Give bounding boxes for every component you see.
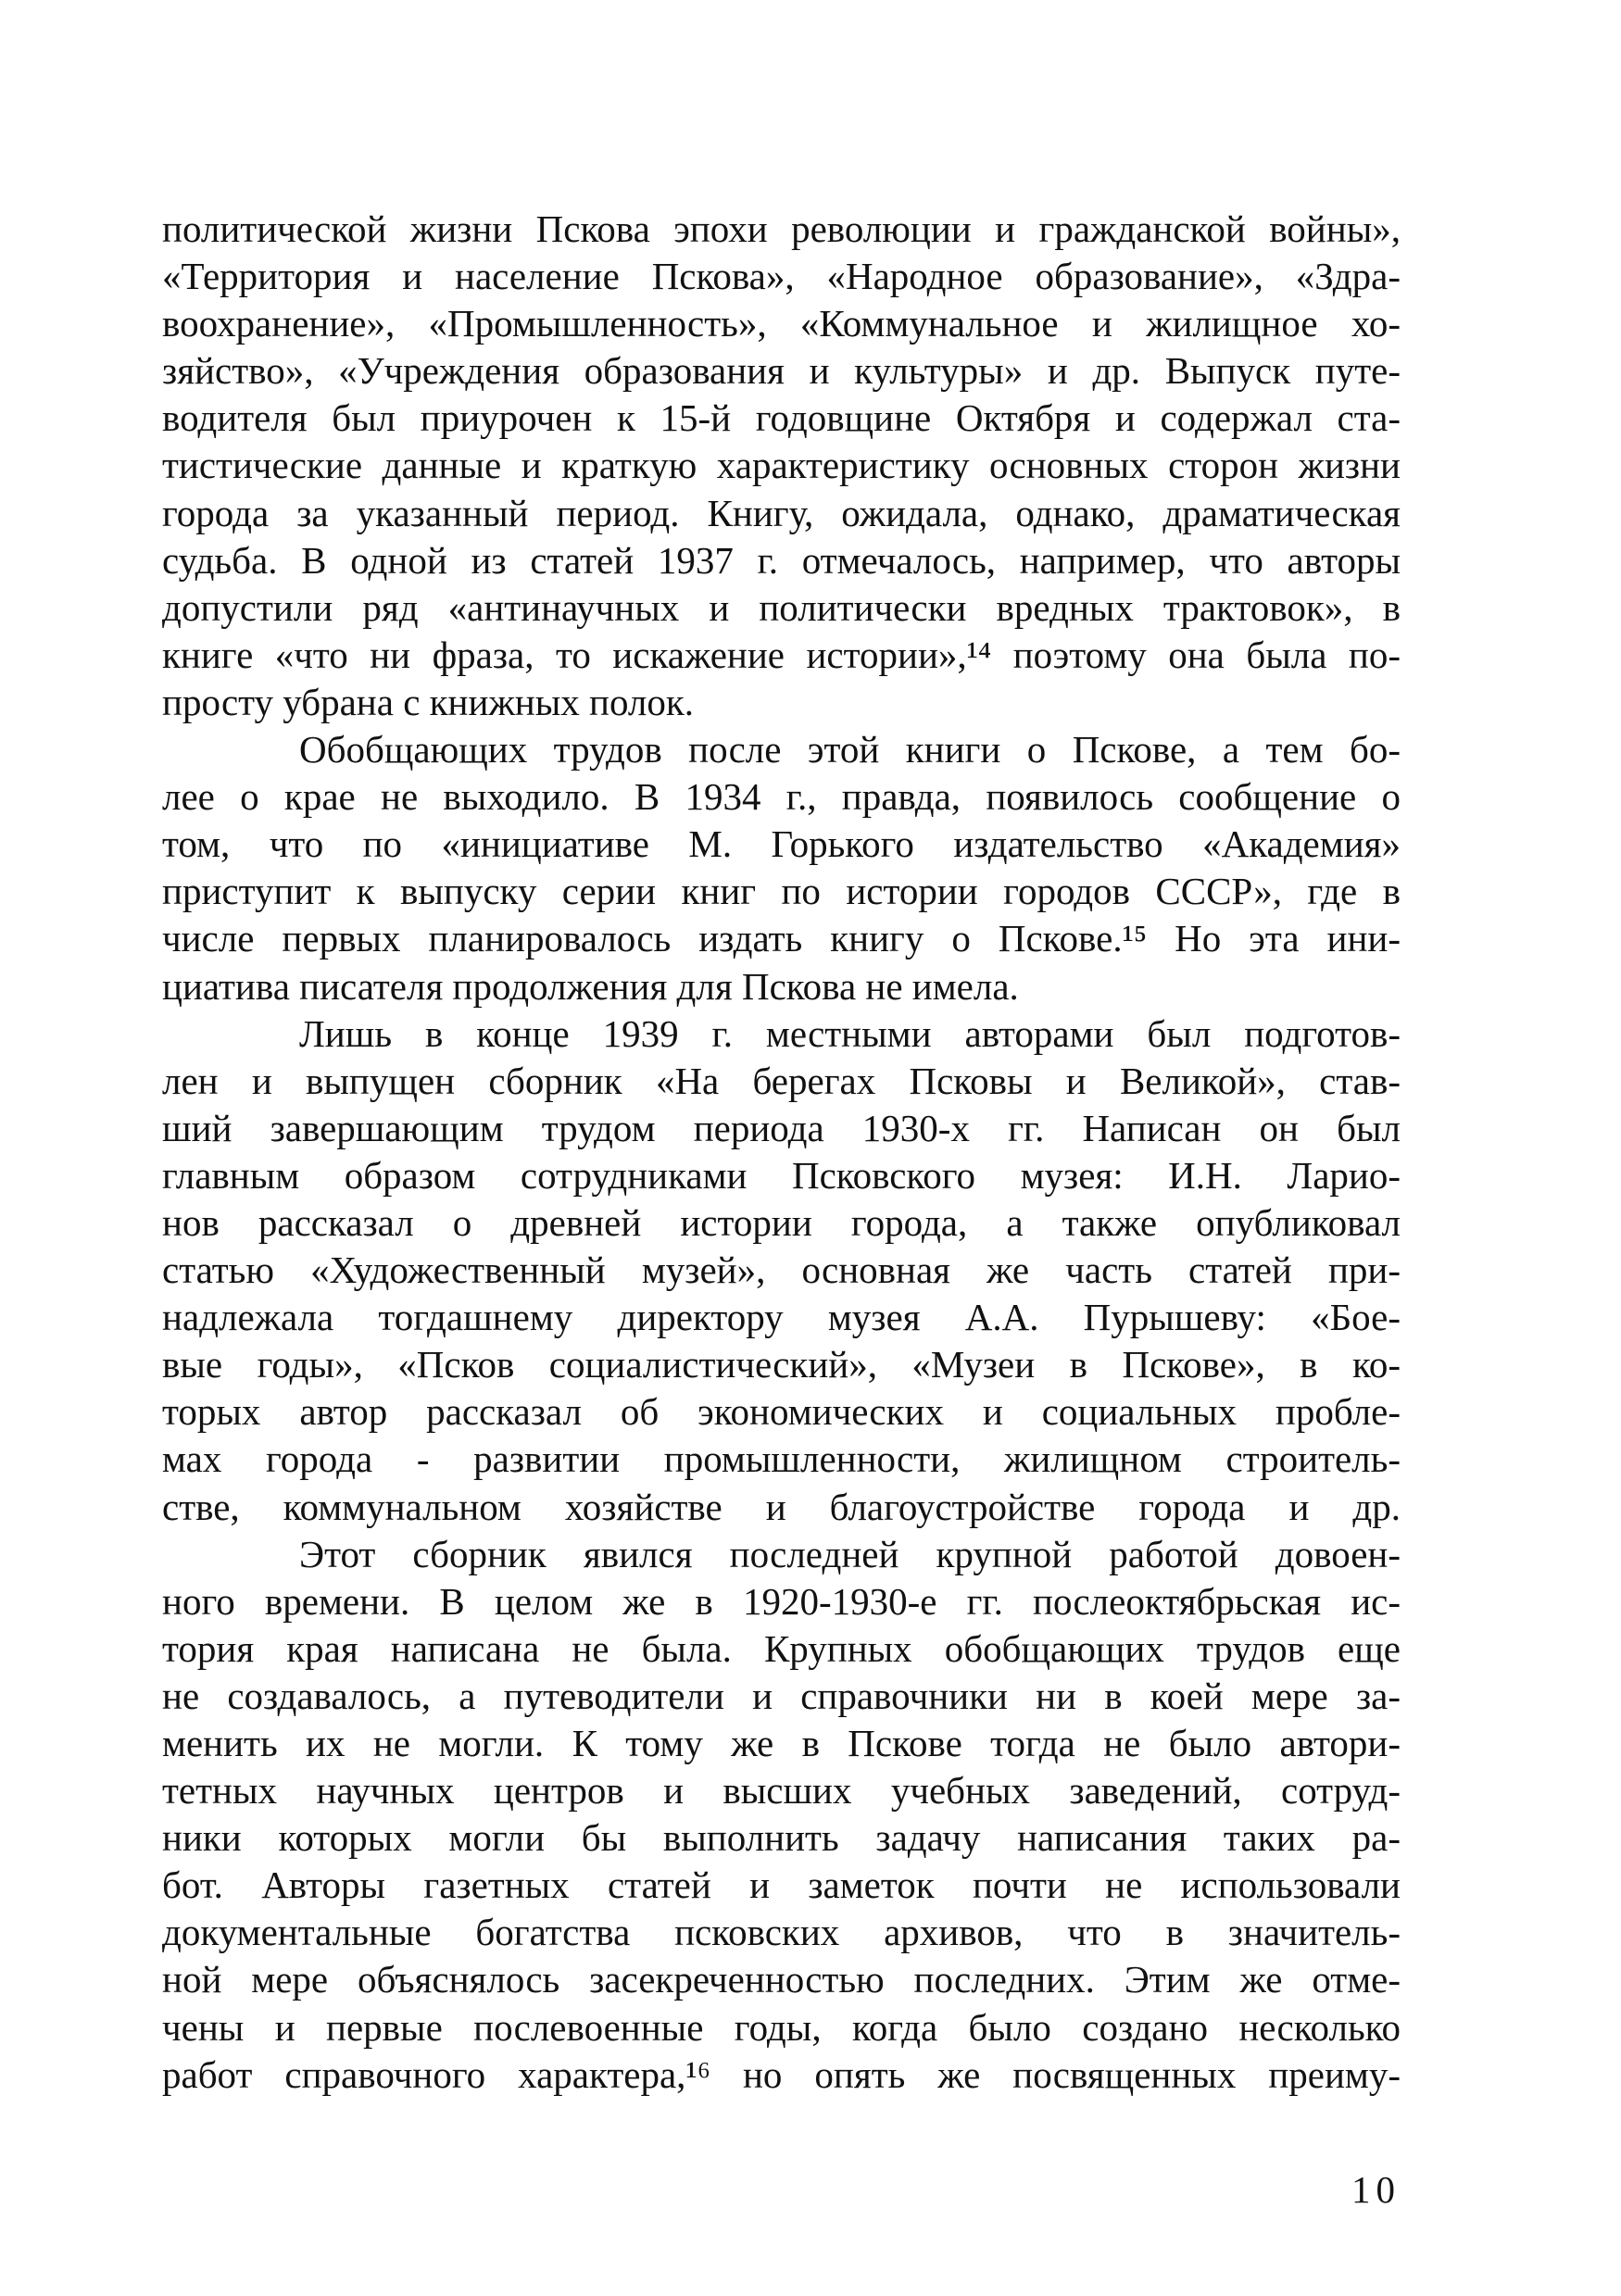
text-line: лен и выпущен сборник «На берегах Псковы и Великой», став- — [162, 1059, 1401, 1102]
text-line: города за указанный период. Книгу, ожидала, однако, драматическая — [162, 491, 1401, 534]
text-line: зяйство», «Учреждения образования и культуры» и др. Выпуск путе- — [162, 349, 1401, 393]
text-line: статью «Художественный музей», основная же часть статей при- — [162, 1248, 1401, 1292]
text-line: просту убрана с книжных полок. — [162, 680, 695, 723]
text-line: вые годы», «Псков социалистический», «Музеи в Пскове», в ко- — [162, 1343, 1401, 1386]
text-line: циатива писателя продолжения для Пскова не имела. — [162, 964, 1019, 1008]
text-line: воохранение», «Промышленность», «Коммунальное и жилищное хо- — [162, 302, 1401, 345]
text-line: Лишь в конце 1939 г. местными авторами был подготов- — [299, 1011, 1401, 1055]
text-line: тетных научных центров и высших учебных заведений, сотруд- — [162, 1769, 1401, 1813]
text-line: мах города - развитии промышленности, жилищном строитель- — [162, 1437, 1401, 1481]
text-line: менить их не могли. К тому же в Пскове тогда не было автори- — [162, 1722, 1401, 1764]
text-line: ники которых могли бы выполнить задачу написания таких ра- — [162, 1816, 1401, 1860]
text-line: допустили ряд «антинаучных и политически вредных трактовок», в — [162, 585, 1401, 629]
text-line: нов рассказал о древней истории города, а также опубликовал — [162, 1200, 1401, 1244]
text-line: тория края написана не была. Крупных обобщающих трудов еще — [162, 1626, 1401, 1670]
text-line: «Территория и население Пскова», «Народное образование», «Здра- — [162, 255, 1401, 298]
text-line: политической жизни Пскова эпохи революции и гражданской войны», — [162, 207, 1401, 250]
text-line: торых автор рассказал об экономических и социальных пробле- — [162, 1390, 1401, 1434]
text-line: Этот сборник явился последней крупной работой довоен- — [299, 1532, 1401, 1575]
text-line: ший завершающим трудом периода 1930-х гг. Написан он был — [162, 1106, 1401, 1149]
text-line: том, что по «инициативе М. Горького издательство «Академия» — [162, 822, 1401, 866]
page-number: 10 — [1351, 2168, 1401, 2211]
text-line: судьба. В одной из статей 1937 г. отмечалось, например, что авторы — [162, 538, 1401, 582]
text-line: приступит к выпуску серии книг по истории городов СССР», где в — [162, 870, 1401, 913]
text-line: документальные богатства псковских архивов, что в значитель- — [162, 1911, 1401, 1954]
text-line: ной мере объяснялось засекреченностью последних. Этим же отме- — [162, 1958, 1401, 2001]
text-line: ного времени. В целом же в 1920-1930-е гг. послеоктябрьская ис- — [162, 1579, 1401, 1623]
text-line: главным образом сотрудниками Псковского музея: И.Н. Ларио- — [162, 1153, 1401, 1197]
text-line: Обобщающих трудов после этой книги о Пскове, а тем бо- — [299, 728, 1401, 772]
text-line: надлежала тогдашнему директору музея А.А. Пурышеву: «Бое- — [162, 1296, 1401, 1339]
body-text — [162, 206, 1401, 2099]
text-line: стве, коммунальном хозяйстве и благоустройстве города и др. — [162, 1485, 1401, 1528]
text-line: не создавалось, а путеводители и справочники ни в коей мере за- — [162, 1674, 1401, 1717]
text-line: книге «что ни фраза, то искажение истории»,¹⁴ поэтому она была по- — [162, 633, 1401, 676]
text-line: тистические данные и краткую характеристику основных сторон жизни — [162, 444, 1401, 487]
text-line: лее о крае не выходило. В 1934 г., правда, появилось сообщение о — [162, 775, 1401, 819]
text-line: водителя был приурочен к 15-й годовщине Октября и содержал ста- — [162, 396, 1401, 440]
text-line: работ справочного характера,¹⁶ но опять же посвященных преиму- — [162, 2052, 1401, 2096]
text-line: бот. Авторы газетных статей и заметок почти не использовали — [162, 1863, 1401, 1907]
text-line: числе первых планировалось издать книгу о Пскове.¹⁵ Но эта ини- — [162, 917, 1401, 960]
text-line: чены и первые послевоенные годы, когда было создано несколько — [162, 2005, 1401, 2049]
